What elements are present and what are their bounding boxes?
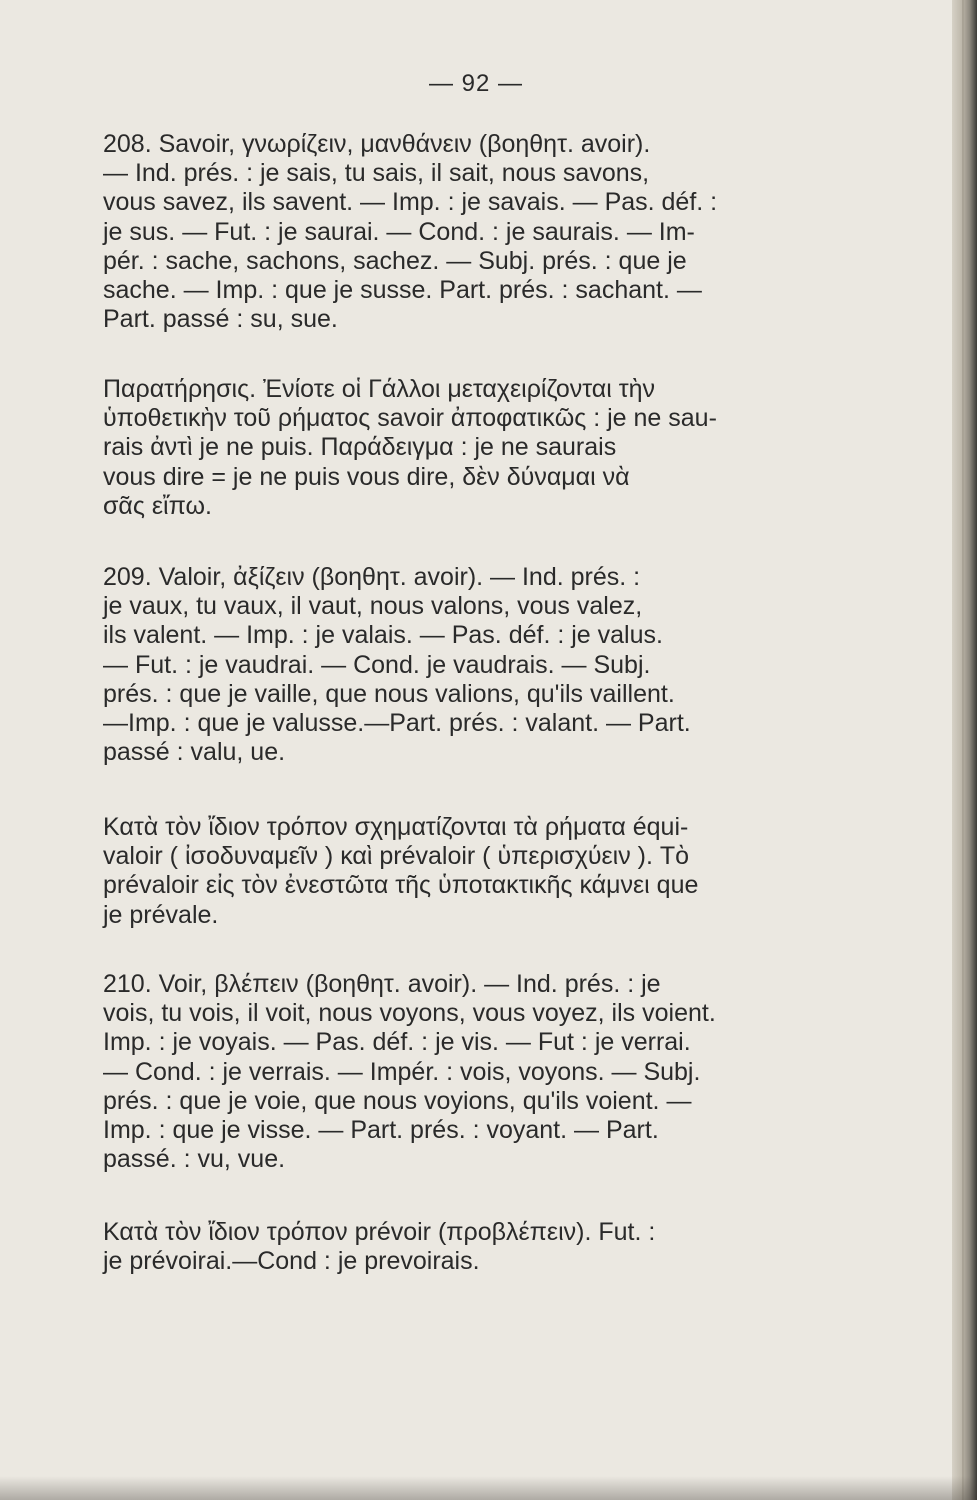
line: Κατὰ τὸν ἴδιον τρόπον prévoir (προβλέπειν). Fut. : xyxy=(103,1218,656,1246)
line: vous savez, ils savent. — Imp. : je savais. — Pas. déf. : xyxy=(103,188,718,217)
line: — Fut. : je vaudrai. — Cond. je vaudrais. — Subj. xyxy=(103,650,651,679)
line: prés. : que je vaille, que nous valions, qu'ils vaillent. xyxy=(103,679,675,708)
line: 208. Savoir, γνωρίζειν, μανθάνειν (βοηθητ. avoir). xyxy=(103,130,651,158)
paragraph-210 xyxy=(103,970,841,1174)
line: —Imp. : que je valusse.—Part. prés. : valant. — Part. xyxy=(103,709,691,738)
line: — Cond. : je verrais. — Impér. : vois, voyons. — Subj. xyxy=(103,1057,701,1086)
line: Imp. : je voyais. — Pas. déf. : je vis. — Fut : je verrai. xyxy=(103,1028,691,1057)
bottom-shadow xyxy=(0,1476,977,1500)
edge-line xyxy=(962,0,964,1500)
line: Imp. : que je visse. — Part. prés. : voyant. — Part. xyxy=(103,1116,659,1145)
paragraph-prevoir xyxy=(103,1218,841,1276)
line: — Ind. prés. : je sais, tu sais, il sait, nous savons, xyxy=(103,159,650,188)
line: ὑποθετικὴν τοῦ ρήματος savoir ἀποφατικῶς : je ne sau- xyxy=(103,404,717,433)
paragraph-209 xyxy=(103,563,841,767)
book-edge xyxy=(952,0,977,1500)
line: passé : valu, ue. xyxy=(103,738,286,767)
line: valoir ( ἰσοδυναμεῖν ) καὶ prévaloir ( ὑπερισχύειν ). Τὸ xyxy=(103,842,690,871)
line: prévaloir εἰς τὸν ἐνεστῶτα τῆς ὑποτακτικῆς κάμνει que xyxy=(103,871,699,900)
paragraph-208 xyxy=(103,130,841,334)
line: Part. passé : su, sue. xyxy=(103,305,338,334)
line: je prévale. xyxy=(103,900,219,929)
line: 209. Valoir, ἀξίζειν (βοηθητ. avoir). — Ind. prés. : xyxy=(103,563,641,591)
line: σᾶς εἴπω. xyxy=(103,491,212,520)
line: je sus. — Fut. : je saurai. — Cond. : je saurais. — Im- xyxy=(103,217,695,246)
paragraph-remark xyxy=(103,375,841,521)
line: sache. — Imp. : que je susse. Part. prés. : sachant. — xyxy=(103,276,702,305)
line: passé. : vu, vue. xyxy=(103,1145,286,1174)
page-number: — 92 — xyxy=(428,70,524,97)
line: pér. : sache, sachons, sachez. — Subj. prés. : que je xyxy=(103,246,687,275)
line: prés. : que je voie, que nous voyions, qu'ils voient. — xyxy=(103,1086,692,1115)
line: je prévoirai.—Cond : je prevoirais. xyxy=(103,1247,480,1276)
line: vous dire = je ne puis vous dire, δὲν δύναμαι νὰ xyxy=(103,462,630,491)
line: 210. Voir, βλέπειν (βοηθητ. avoir). — Ind. prés. : je xyxy=(103,970,661,998)
paragraph-equivaloir xyxy=(103,813,841,930)
line: ils valent. — Imp. : je valais. — Pas. déf. : je valus. xyxy=(103,621,663,650)
line: Παρατήρησις. Ἐνίοτε οἱ Γάλλοι μεταχειρίζονται τὴν xyxy=(103,375,655,403)
line: rais ἀντὶ je ne puis. Παράδειγμα : je ne saurais xyxy=(103,433,617,462)
line: vois, tu vois, il voit, nous voyons, vous voyez, ils voient. xyxy=(103,999,716,1028)
line: je vaux, tu vaux, il vaut, nous valons, vous valez, xyxy=(103,592,643,621)
line: Κατὰ τὸν ἴδιον τρόπον σχηματίζονται τὰ ρήματα équi- xyxy=(103,813,689,841)
